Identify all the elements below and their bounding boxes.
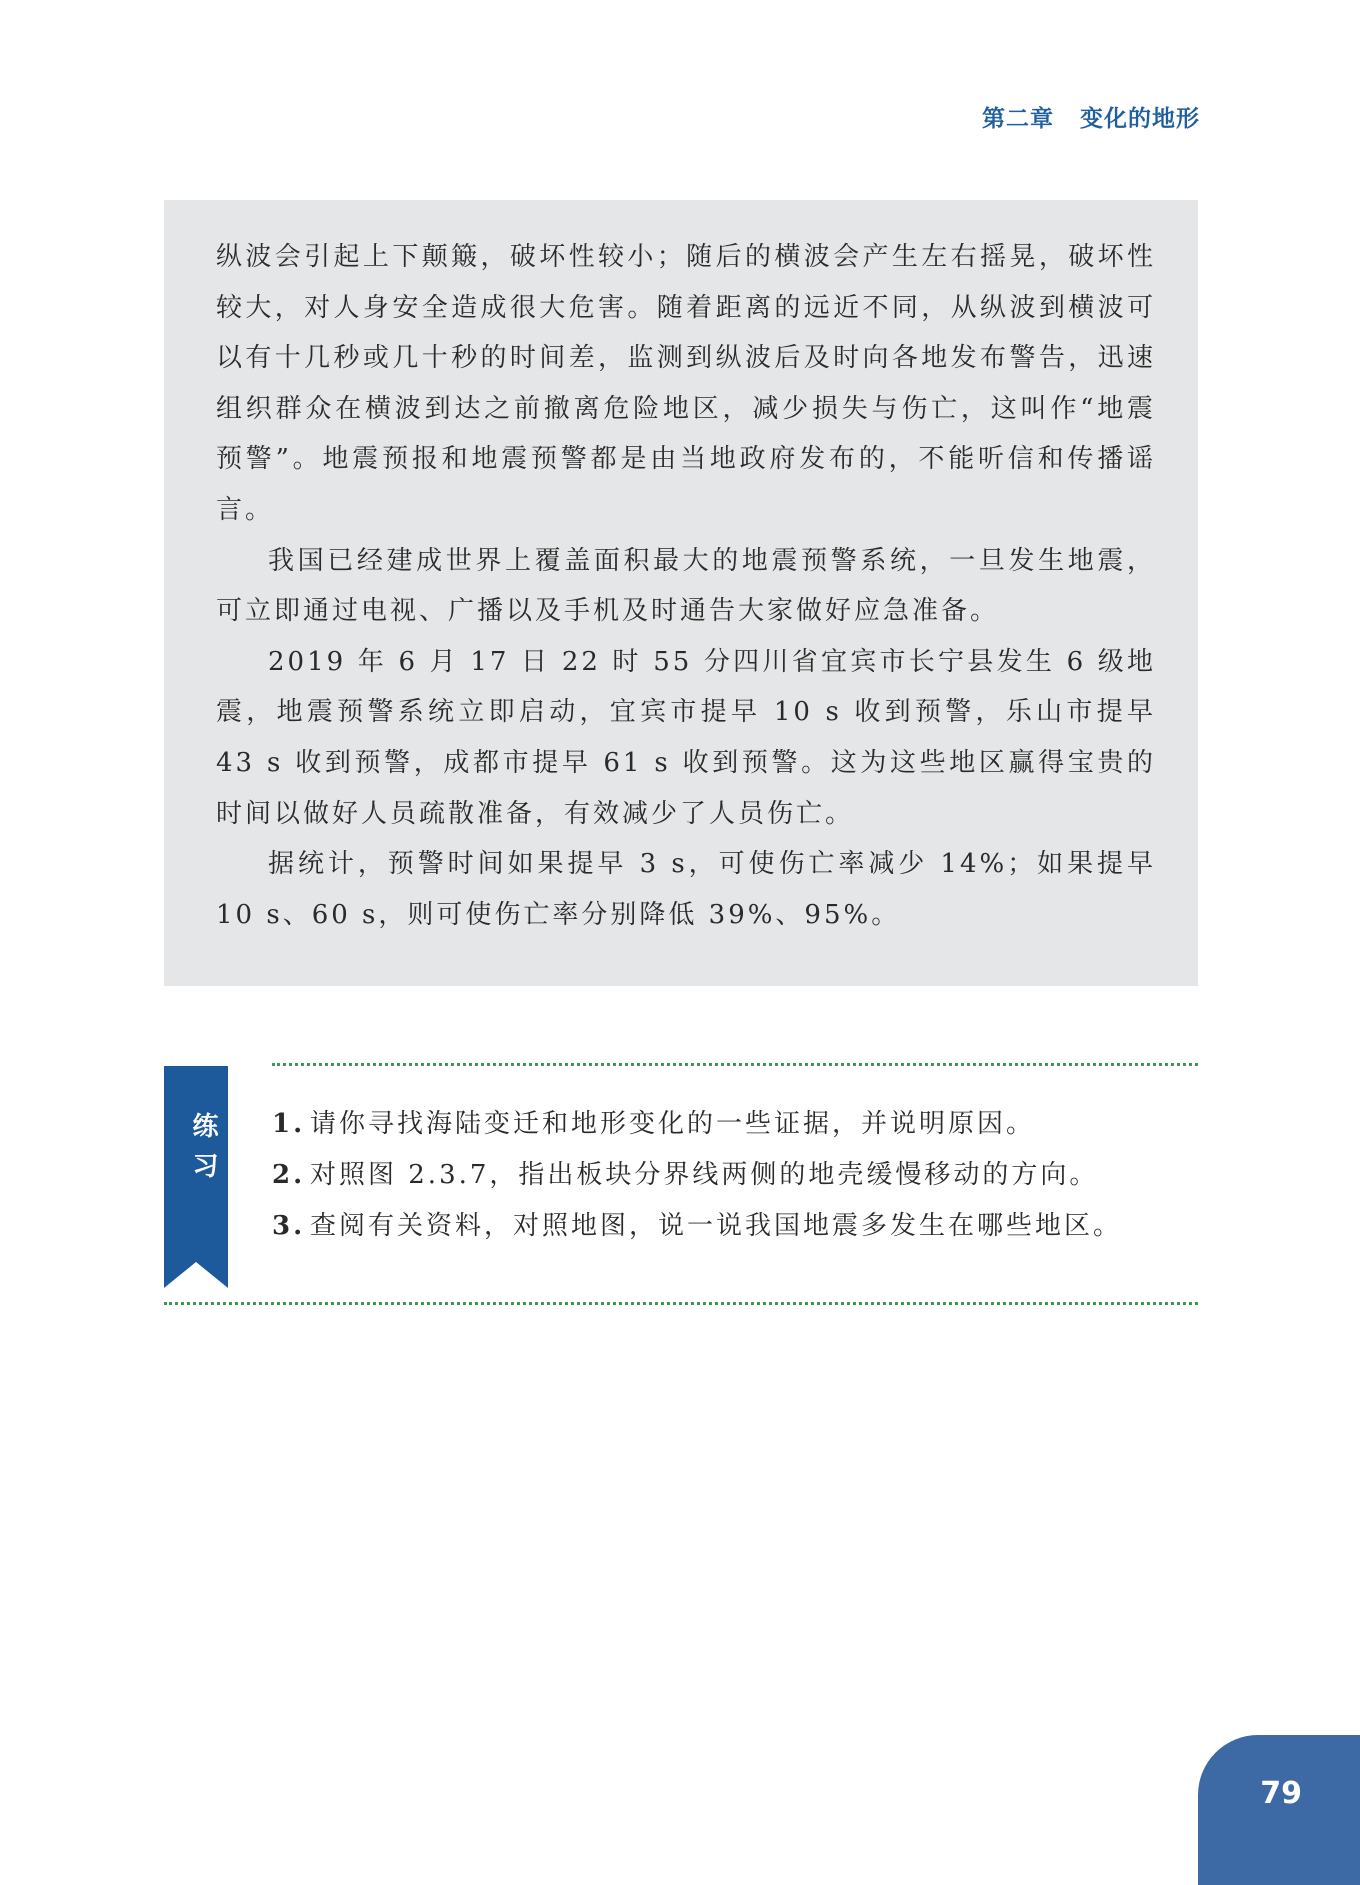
exercise-item [272, 1099, 1192, 1150]
exercise-number: 1. [272, 1109, 306, 1139]
exercise-item [272, 1201, 1192, 1252]
exercise-top-divider [272, 1063, 1198, 1066]
exercise-list [272, 1099, 1192, 1252]
reading-paragraph: 2019 年 6 月 17 日 22 时 55 分四川省宜宾市长宁县发生 6 级地震，地震预警系统立即启动，宜宾市提早 10 s 收到预警，乐山市提早 43 s 收到预警，成都市提早 61 s 收到预警。这为这些地区赢得宝贵的时间以做好人员疏散准备，有效减少了人员伤亡。 [216, 646, 1156, 829]
exercise-text: 对照图 2.3.7，指出板块分界线两侧的地壳缓慢移动的方向。 [310, 1160, 1099, 1190]
chapter-title: 变化的地形 [1080, 106, 1200, 132]
exercise-bottom-divider [164, 1302, 1198, 1305]
chapter-number: 第二章 [982, 106, 1054, 132]
exercise-tab [164, 1066, 228, 1288]
exercise-number: 2. [272, 1160, 306, 1190]
page-number-tab [1198, 1735, 1360, 1885]
reading-paragraph: 我国已经建成世界上覆盖面积最大的地震预警系统，一旦发生地震，可立即通过电视、广播以及手机及时通告大家做好应急准备。 [216, 545, 1156, 627]
reading-paragraph: 据统计，预警时间如果提早 3 s，可使伤亡率减少 14%；如果提早 10 s、60 s，则可使伤亡率分别降低 39%、95%。 [216, 849, 1156, 930]
exercise-text: 请你寻找海陆变迁和地形变化的一些证据，并说明原因。 [310, 1109, 1036, 1139]
exercise-text: 查阅有关资料，对照地图，说一说我国地震多发生在哪些地区。 [310, 1211, 1123, 1241]
exercise-item [272, 1150, 1192, 1201]
chapter-header [982, 100, 1200, 133]
page-number: 79 [1260, 1776, 1302, 1811]
reading-text [216, 232, 1156, 940]
exercise-label: 练习 [188, 1112, 218, 1192]
exercise-number: 3. [272, 1211, 306, 1241]
reading-paragraph: 纵波会引起上下颠簸，破坏性较小；随后的横波会产生左右摇晃，破坏性较大，对人身安全造成很大危害。随着距离的远近不同，从纵波到横波可以有十几秒或几十秒的时间差，监测到纵波后及时向各地发布警告，迅速组织群众在横波到达之前撤离危险地区，减少损失与伤亡，这叫作“地震预警”。地震预报和地震预警都是由当地政府发布的，不能听信和传播谣言。 [216, 242, 1156, 525]
